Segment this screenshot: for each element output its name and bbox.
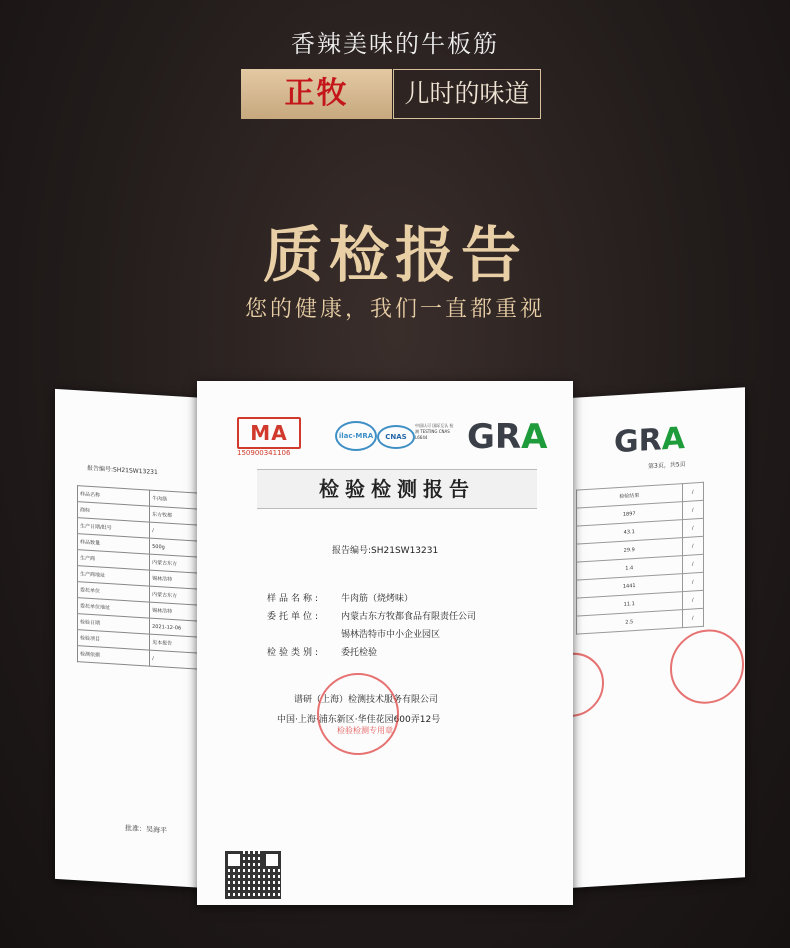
top-subtitle: 香辣美味的牛板筋: [291, 30, 499, 58]
issuer-address: 中国·上海·浦东新区·华佳花园600弄12号: [277, 715, 441, 725]
brand-tag-group: [241, 69, 541, 119]
gra-logo-right: GRA: [614, 420, 685, 461]
stamp-text: 检验检测专用章: [337, 726, 393, 735]
table-row: 商标 东方牧都: [78, 502, 206, 527]
cnas-text: 中国认可 国际互认 检测 TESTING CNAS L6644: [415, 423, 454, 440]
table-row: 检验项目 见本报告: [78, 630, 206, 655]
table-row: 生产日期/批号 /: [78, 518, 206, 543]
signer: 批准：吴海平: [125, 824, 167, 835]
cnas-logo: CNAS: [377, 425, 415, 449]
official-stamp: [317, 673, 399, 755]
ma-number: 150900341106: [237, 449, 291, 457]
stamp-left-edge: [570, 651, 604, 719]
table-row: 1441 /: [577, 572, 704, 598]
page-title: 质检报告: [263, 221, 527, 291]
left-page-table: [77, 485, 205, 671]
brand-tag: 正牧: [241, 69, 392, 119]
field-sample-name: 样品名称: 牛肉筋（烧烤味）: [267, 594, 414, 604]
right-page-table: [576, 482, 704, 635]
slogan: 您的健康，我们一直都重视: [244, 297, 545, 322]
document-title: 检验检测报告: [257, 469, 537, 509]
table-row: 1897 /: [577, 500, 704, 526]
left-page-header: 报告编号:SH21SW13231: [87, 464, 158, 477]
gra-logo: GRA: [467, 417, 548, 457]
table-row: 检测依据 /: [78, 646, 206, 671]
field-client: 委托单位: 内蒙古东方牧都食品有限责任公司: [267, 612, 477, 622]
report-page-center: [197, 381, 573, 905]
table-row: 29.9 /: [577, 536, 704, 562]
report-page-right: [570, 387, 745, 888]
table-row: 生产商 内蒙古东方: [78, 550, 206, 575]
qr-code: [225, 851, 281, 899]
table-row: 样品名称 牛肉筋: [78, 486, 206, 511]
table-row: 生产商地址 锡林浩特: [78, 566, 206, 591]
report-number: 报告编号:SH21SW13231: [332, 546, 439, 556]
issuer: 谱研（上海）检测技术服务有限公司: [294, 695, 439, 705]
table-row: 43.1 /: [577, 518, 704, 544]
table-row: 1.4 /: [577, 554, 704, 580]
table-row: 11.1 /: [577, 590, 704, 616]
stamp-right: [670, 627, 744, 706]
table-row: 委托单位地址 锡林浩特: [78, 598, 206, 623]
tagline: 儿时的味道: [393, 69, 541, 119]
table-row: 委托单位 内蒙古东方: [78, 582, 206, 607]
ilac-logo: ilac-MRA: [335, 421, 377, 451]
ma-logo: MA: [237, 417, 301, 449]
report-page-left: [55, 389, 205, 888]
table-row: 检验日期 2021-12-06: [78, 614, 206, 639]
field-client-address: 锡林浩特市中小企业园区: [341, 630, 441, 640]
page-info: 第3页，共5页: [648, 460, 686, 471]
table-row: 检验结果 /: [577, 482, 704, 508]
table-row: 样品数量 500g: [78, 534, 206, 559]
field-test-type: 检验类别: 委托检验: [267, 648, 378, 658]
table-row: 2.5 /: [577, 608, 704, 634]
